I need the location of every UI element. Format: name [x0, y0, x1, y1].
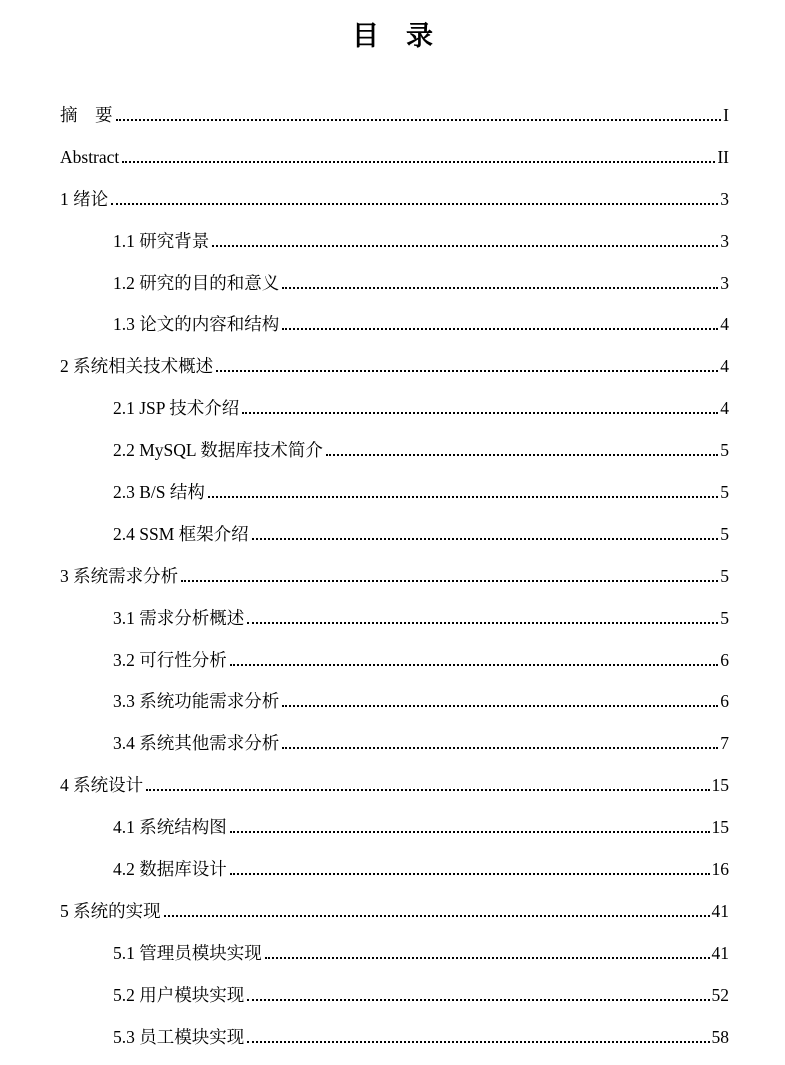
dot-leader: [252, 522, 719, 540]
toc-entry[interactable]: [60, 263, 729, 305]
toc-entry-page-number: 3: [720, 272, 729, 293]
dot-leader: [230, 857, 710, 875]
toc-entry[interactable]: [60, 95, 729, 137]
toc-entry[interactable]: [60, 640, 729, 682]
toc-entry-page-number: 52: [711, 984, 729, 1005]
toc-entry-label: 4.2 数据库设计: [113, 859, 227, 880]
toc-entry-label: 4.1 系统结构图: [113, 817, 227, 838]
dot-leader: [282, 271, 718, 289]
toc-entry-label: 3.2 可行性分析: [113, 649, 227, 670]
dot-leader: [265, 941, 710, 959]
toc-entry-page-number: 5: [720, 565, 729, 586]
toc-entry-page-number: 41: [711, 942, 729, 963]
dot-leader: [122, 145, 715, 163]
toc-entry[interactable]: [60, 891, 729, 933]
toc-entry-label: 1.2 研究的目的和意义: [113, 272, 280, 293]
toc-entry[interactable]: [60, 430, 729, 472]
toc-entry[interactable]: [60, 472, 729, 514]
toc-entry[interactable]: [60, 598, 729, 640]
toc-entry-label: 3 系统需求分析: [60, 565, 179, 586]
toc-entry-page-number: I: [723, 105, 729, 125]
toc-entry-page-number: 3: [720, 230, 729, 251]
dot-leader: [212, 229, 718, 247]
toc-entry-label: 1.1 研究背景: [113, 230, 210, 251]
toc-entry[interactable]: [60, 933, 729, 975]
dot-leader: [282, 313, 718, 331]
page-title: 目 录: [352, 21, 433, 51]
toc-entry-page-number: 5: [720, 607, 729, 628]
toc-entry-page-number: 3: [720, 188, 729, 209]
dot-leader: [230, 648, 719, 666]
toc-entry[interactable]: [60, 179, 729, 221]
dot-leader: [326, 438, 718, 456]
dot-leader: [247, 983, 709, 1001]
toc-entry-page-number: 15: [711, 775, 729, 796]
toc-entry-label: 摘 要: [60, 105, 113, 125]
toc-entry[interactable]: [60, 514, 729, 556]
toc-entry-page-number: II: [717, 146, 729, 167]
toc-entry-label: 4 系统设计: [60, 775, 144, 796]
toc-entry-label: 5.2 用户模块实现: [113, 984, 245, 1005]
toc-entry-label: 2.2 MySQL 数据库技术简介: [113, 440, 323, 461]
toc-list: [60, 95, 729, 1058]
toc-entry-label: 2.1 JSP 技术介绍: [113, 398, 240, 419]
toc-entry-page-number: 5: [720, 440, 729, 461]
toc-entry-label: 5.1 管理员模块实现: [113, 942, 262, 963]
toc-entry[interactable]: [60, 304, 729, 346]
toc-entry[interactable]: [60, 556, 729, 598]
toc-entry[interactable]: [60, 681, 729, 723]
toc-entry-label: 3.4 系统其他需求分析: [113, 733, 280, 754]
toc-entry[interactable]: [60, 849, 729, 891]
toc-entry-page-number: 4: [720, 398, 729, 419]
toc-entry-page-number: 41: [711, 900, 729, 921]
dot-leader: [230, 815, 710, 833]
toc-entry-page-number: 5: [720, 523, 729, 544]
dot-leader: [111, 187, 718, 205]
toc-entry[interactable]: [60, 975, 729, 1017]
dot-leader: [116, 103, 722, 121]
dot-leader: [247, 1025, 709, 1043]
toc-entry-page-number: 16: [711, 859, 729, 880]
toc-entry-page-number: 15: [711, 817, 729, 838]
toc-entry-page-number: 6: [720, 691, 729, 712]
toc-entry-page-number: 4: [720, 314, 729, 335]
toc-entry-page-number: 7: [720, 733, 729, 754]
dot-leader: [208, 480, 718, 498]
toc-entry[interactable]: [60, 723, 729, 765]
toc-entry-label: 2 系统相关技术概述: [60, 356, 214, 377]
dot-leader: [282, 732, 718, 750]
toc-entry-label: 1.3 论文的内容和结构: [113, 314, 280, 335]
toc-entry-label: 3.3 系统功能需求分析: [113, 691, 280, 712]
toc-entry-label: 5.3 员工模块实现: [113, 1026, 245, 1047]
toc-entry[interactable]: [60, 1017, 729, 1059]
toc-entry-page-number: 4: [720, 356, 729, 377]
toc-entry-label: 5 系统的实现: [60, 900, 161, 921]
dot-leader: [282, 690, 718, 708]
dot-leader: [216, 355, 718, 373]
toc-entry-label: Abstract: [60, 146, 120, 167]
dot-leader: [181, 564, 718, 582]
toc-entry-page-number: 58: [711, 1026, 729, 1047]
toc-entry-label: 2.4 SSM 框架介绍: [113, 523, 249, 544]
toc-entry-label: 2.3 B/S 结构: [113, 482, 205, 503]
toc-entry[interactable]: [60, 137, 729, 179]
toc-entry[interactable]: [60, 765, 729, 807]
toc-entry-label: 1 绪论: [60, 188, 109, 209]
dot-leader: [146, 774, 709, 792]
dot-leader: [164, 899, 710, 917]
toc-entry[interactable]: [60, 221, 729, 263]
dot-leader: [247, 606, 718, 624]
toc-entry-page-number: 5: [720, 482, 729, 503]
toc-entry-page-number: 6: [720, 649, 729, 670]
toc-entry[interactable]: [60, 807, 729, 849]
toc-entry[interactable]: [60, 388, 729, 430]
toc-entry[interactable]: [60, 346, 729, 388]
dot-leader: [242, 396, 718, 414]
toc-entry-label: 3.1 需求分析概述: [113, 607, 245, 628]
